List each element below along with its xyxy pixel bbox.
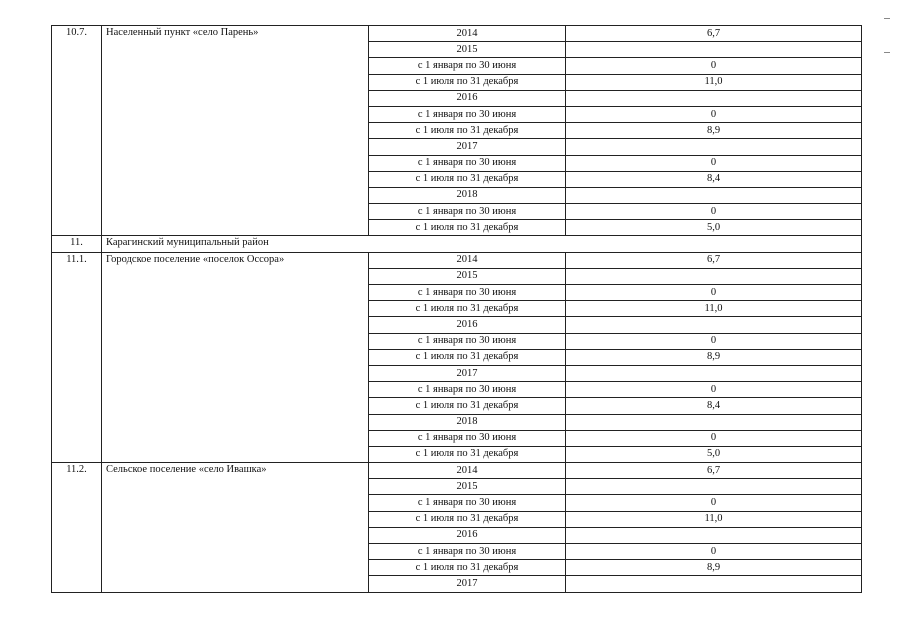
region-number: 11.: [52, 236, 102, 252]
table-row: [52, 252, 862, 268]
period-cell: с 1 июля по 31 декабря: [369, 171, 566, 187]
period-cell: 2014: [369, 252, 566, 268]
value-cell: [566, 42, 862, 58]
settlement-name: Сельское поселение «село Ивашка»: [102, 463, 369, 593]
period-cell: 2016: [369, 90, 566, 106]
value-cell: [566, 90, 862, 106]
region-name: Карагинский муниципальный район: [102, 236, 862, 252]
scan-mark: [884, 52, 890, 53]
value-cell: 0: [566, 285, 862, 301]
value-cell: [566, 479, 862, 495]
value-cell: 11,0: [566, 74, 862, 90]
value-cell: 0: [566, 155, 862, 171]
value-cell: 0: [566, 58, 862, 74]
value-cell: 0: [566, 106, 862, 122]
value-cell: [566, 139, 862, 155]
period-cell: с 1 января по 30 июня: [369, 204, 566, 220]
period-cell: с 1 июля по 31 декабря: [369, 398, 566, 414]
period-cell: с 1 июля по 31 декабря: [369, 511, 566, 527]
section-number: 11.2.: [52, 463, 102, 593]
period-cell: 2015: [369, 42, 566, 58]
period-cell: 2015: [369, 479, 566, 495]
value-cell: 8,9: [566, 123, 862, 139]
value-cell: 0: [566, 204, 862, 220]
period-cell: с 1 января по 30 июня: [369, 495, 566, 511]
period-cell: 2017: [369, 365, 566, 381]
period-cell: 2016: [369, 527, 566, 543]
period-cell: 2018: [369, 187, 566, 203]
value-cell: 5,0: [566, 220, 862, 236]
settlement-name: Населенный пункт «село Парень»: [102, 26, 369, 236]
period-cell: 2017: [369, 139, 566, 155]
period-cell: с 1 января по 30 июня: [369, 430, 566, 446]
value-cell: 11,0: [566, 301, 862, 317]
period-cell: 2017: [369, 576, 566, 592]
period-cell: 2014: [369, 26, 566, 42]
period-cell: с 1 июля по 31 декабря: [369, 446, 566, 462]
scan-mark: [884, 18, 890, 19]
tariff-table-body: [52, 26, 862, 593]
value-cell: [566, 576, 862, 592]
value-cell: 5,0: [566, 446, 862, 462]
period-cell: с 1 июля по 31 декабря: [369, 349, 566, 365]
tariff-table: [51, 25, 862, 593]
period-cell: с 1 июля по 31 декабря: [369, 301, 566, 317]
table-row: [52, 463, 862, 479]
value-cell: 11,0: [566, 511, 862, 527]
section-number: 10.7.: [52, 26, 102, 236]
value-cell: 6,7: [566, 252, 862, 268]
value-cell: 8,4: [566, 398, 862, 414]
value-cell: [566, 414, 862, 430]
value-cell: [566, 527, 862, 543]
period-cell: с 1 января по 30 июня: [369, 333, 566, 349]
value-cell: 0: [566, 382, 862, 398]
value-cell: 0: [566, 544, 862, 560]
value-cell: 8,9: [566, 349, 862, 365]
period-cell: 2014: [369, 463, 566, 479]
period-cell: с 1 июля по 31 декабря: [369, 123, 566, 139]
value-cell: 0: [566, 333, 862, 349]
value-cell: [566, 365, 862, 381]
period-cell: 2016: [369, 317, 566, 333]
value-cell: 0: [566, 495, 862, 511]
table-row: [52, 26, 862, 42]
value-cell: [566, 187, 862, 203]
period-cell: 2018: [369, 414, 566, 430]
period-cell: 2015: [369, 268, 566, 284]
period-cell: с 1 января по 30 июня: [369, 382, 566, 398]
region-row: [52, 236, 862, 252]
period-cell: с 1 января по 30 июня: [369, 58, 566, 74]
period-cell: с 1 января по 30 июня: [369, 544, 566, 560]
value-cell: 6,7: [566, 463, 862, 479]
period-cell: с 1 января по 30 июня: [369, 285, 566, 301]
section-number: 11.1.: [52, 252, 102, 462]
value-cell: 6,7: [566, 26, 862, 42]
value-cell: [566, 317, 862, 333]
value-cell: 8,9: [566, 560, 862, 576]
period-cell: с 1 июля по 31 декабря: [369, 74, 566, 90]
period-cell: с 1 июля по 31 декабря: [369, 560, 566, 576]
settlement-name: Городское поселение «поселок Оссора»: [102, 252, 369, 462]
period-cell: с 1 июля по 31 декабря: [369, 220, 566, 236]
value-cell: [566, 268, 862, 284]
value-cell: 8,4: [566, 171, 862, 187]
period-cell: с 1 января по 30 июня: [369, 106, 566, 122]
period-cell: с 1 января по 30 июня: [369, 155, 566, 171]
value-cell: 0: [566, 430, 862, 446]
